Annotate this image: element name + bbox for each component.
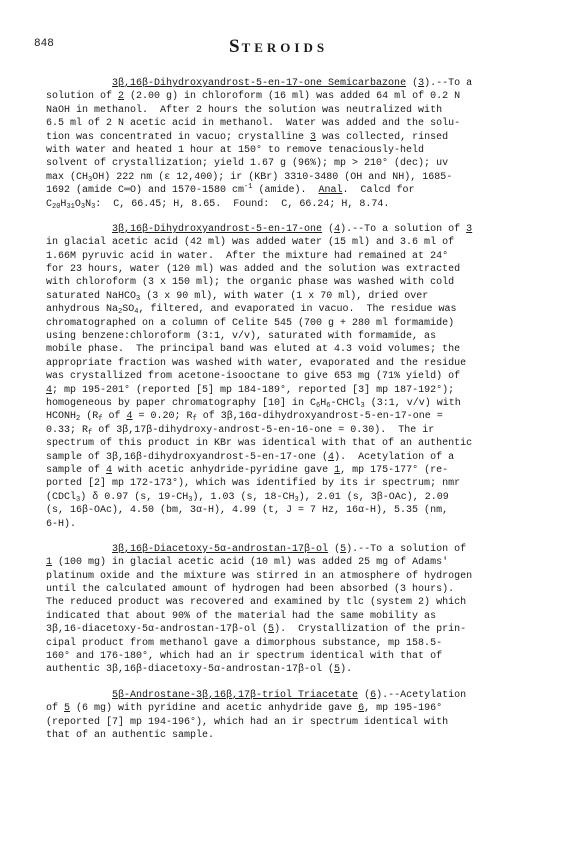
text-line — [46, 198, 566, 211]
text-run: , filtered, and evaporated in vacuo. The residue was — [138, 304, 457, 316]
underlined-text: 6 — [358, 703, 365, 715]
text-line — [46, 543, 566, 556]
text-line — [46, 451, 566, 464]
text-line — [46, 637, 566, 650]
subscript: 20 — [52, 202, 61, 211]
paragraph — [46, 223, 566, 531]
text-line — [46, 250, 566, 263]
text-run: ), 2.01 (s, 3β-OAc), 2.09 — [298, 491, 449, 503]
underlined-text: 4 — [106, 464, 113, 476]
subscript: f — [88, 428, 93, 437]
text-run: , mp 175-177° (re- — [340, 464, 449, 476]
text-line — [46, 650, 566, 663]
text-line — [46, 689, 566, 702]
text-run: . Calcd for — [342, 185, 415, 197]
page-number: 848 — [34, 38, 54, 50]
text-run: spectrum of this product in KBr was identical with that of an authentic — [46, 438, 473, 450]
text-run: authentic 3β,16β-diacetoxy-5α-androstan-17β-ol ( — [46, 664, 335, 676]
text-run: of — [102, 411, 127, 423]
text-run: of — [46, 703, 65, 715]
text-line — [46, 303, 566, 316]
text-run: HCONH — [46, 411, 77, 423]
text-run: ) δ 0.97 (s, 19-CH — [80, 491, 189, 503]
text-run: (R — [80, 411, 99, 423]
text-run: ). Acetylation of a — [334, 451, 455, 463]
text-run: SO — [122, 304, 135, 316]
text-run: (100 mg) in glacial acetic acid (10 ml) was added 25 mg of Adams' — [52, 557, 449, 569]
text-run: in glacial acetic acid (42 ml) was added water (15 ml) and 3.6 ml of — [46, 237, 455, 249]
text-run: O — [74, 198, 81, 210]
text-run: The reduced product was recovered and examined by tlc (system 2) which — [46, 597, 467, 609]
text-run: homogeneous by paper chromatography [10] in C — [46, 397, 317, 409]
text-run: (CDCl — [46, 491, 77, 503]
subscript: 2 — [76, 415, 81, 424]
underlined-text: 4 — [334, 223, 341, 235]
text-line — [46, 223, 566, 236]
text-run: H — [60, 198, 67, 210]
subscript: f — [192, 415, 197, 424]
text-line — [46, 464, 566, 477]
text-run: , mp 195-196° — [364, 703, 443, 715]
text-line — [46, 131, 566, 144]
text-run: tion was concentrated in vacuo; crystalline — [46, 131, 311, 143]
subscript: f — [98, 415, 103, 424]
text-run: solvent of crystallization; yield 1.67 g (96%); mp > 210° (dec); uv — [46, 158, 449, 170]
journal-title-rest: TEROIDS — [241, 40, 329, 55]
text-run: (3:1, v/v) with — [364, 397, 461, 409]
paragraph — [46, 543, 566, 677]
text-line — [46, 410, 566, 423]
text-run: sample of — [46, 464, 107, 476]
text-line — [46, 77, 566, 90]
text-line — [46, 702, 566, 715]
text-run: 160° and 176-180°, which had an ir spectrum identical with that of — [46, 651, 443, 663]
text-line — [46, 663, 566, 676]
text-line — [46, 384, 566, 397]
journal-title — [229, 36, 328, 58]
paragraph — [46, 689, 566, 743]
journal-title-initial: S — [229, 36, 242, 57]
text-run: cipal product from methanol gave a dimorphous substance, mp 158.5- — [46, 637, 443, 649]
text-line — [46, 716, 566, 729]
text-line — [46, 357, 566, 370]
text-line — [46, 504, 566, 517]
text-run: that of an authentic sample. — [46, 729, 215, 741]
text-run: ).--To a solution of — [340, 223, 467, 235]
text-line — [46, 90, 566, 103]
text-line — [46, 276, 566, 289]
text-run — [46, 78, 112, 89]
text-run: 3β,16-diacetoxy-5α-androstan-17β-ol ( — [46, 624, 269, 636]
text-run: ( — [328, 543, 341, 555]
text-run: 6.5 ml of 2 N acetic acid in methanol. Water was added and the solu- — [46, 118, 461, 130]
text-line — [46, 623, 566, 636]
underlined-text: 3β,16β-Diacetoxy-5α-androstan-17β-ol — [112, 543, 329, 555]
text-run: -CHCl — [330, 397, 361, 409]
text-line — [46, 236, 566, 249]
page-header — [34, 36, 542, 56]
superscript: -1 — [244, 183, 253, 192]
text-run: NaOH in methanol. After 2 hours the solution was neutralized with — [46, 104, 443, 116]
text-run: chromatographed on a column of Celite 545 (700 g + 280 ml formamide) — [46, 317, 455, 329]
text-run: until the calculated amount of hydrogen had been absorbed (3 hours). — [46, 584, 455, 596]
text-run: (3 x 90 ml), with water (1 x 70 ml), dried over — [140, 290, 429, 302]
subscript: 3 — [188, 495, 193, 504]
text-line — [46, 491, 566, 504]
text-line — [46, 570, 566, 583]
text-line — [46, 317, 566, 330]
text-run: (amide). — [252, 185, 319, 197]
subscript: 3 — [91, 202, 96, 211]
text-run: mobile phase. The principal band was eluted at 4.3 void volumes; the — [46, 344, 461, 356]
text-run: (2.00 g) in chloroform (16 ml) was added 64 ml of 0.2 N — [124, 91, 461, 103]
subscript: 3 — [76, 495, 81, 504]
underlined-text: 5β-Androstane-3β,16β,17β-triol Triacetate — [112, 689, 359, 701]
text-run: with acetic anhydride-pyridine gave — [112, 464, 335, 476]
underlined-text: 3 — [466, 223, 473, 235]
subscript: 3 — [88, 175, 93, 184]
text-run: 1.66M pyruvic acid in water. After the mixture had remained at 24° — [46, 250, 449, 262]
text-run — [46, 690, 112, 701]
text-run: OH) 222 nm (ε 12,400); ir (KBr) 3310-3480 (OH and NH), 1685- — [92, 171, 453, 183]
text-line — [46, 290, 566, 303]
text-line — [46, 157, 566, 170]
paragraph — [46, 77, 566, 211]
text-run: for 23 hours, water (120 ml) was added and the solution was extracted — [46, 264, 461, 276]
text-run: ), 1.03 (s, 18-CH — [192, 491, 295, 503]
underlined-text: 1 — [46, 557, 53, 569]
underlined-text: 5 — [268, 624, 275, 636]
text-run: ( — [406, 78, 419, 89]
text-run: appropriate fraction was washed with water, evaporated and the residue — [46, 357, 467, 369]
text-run: sample of 3β,16β-dihydroxyandrost-5-en-17-one ( — [46, 451, 329, 463]
text-line — [46, 729, 566, 742]
text-run: (6 mg) with pyridine and acetic anhydride gave — [70, 703, 359, 715]
text-run: solution of — [46, 91, 119, 103]
text-run: max (CH — [46, 171, 89, 183]
text-run: of 3β,16α-dihydroxyandrost-5-en-17-one = — [196, 411, 443, 423]
text-line — [46, 596, 566, 609]
text-run: 0.33; R — [46, 424, 89, 436]
underlined-text: 4 — [328, 451, 335, 463]
text-line — [46, 330, 566, 343]
underlined-text: 5 — [340, 543, 347, 555]
subscript: 6 — [316, 401, 321, 410]
text-run: with chloroform (3 x 150 ml); the organic phase was washed with cold — [46, 277, 455, 289]
text-run: saturated NaHCO — [46, 290, 137, 302]
subscript: 3 — [80, 202, 86, 211]
text-run: ; mp 195-201° (reported [5] mp 184-189°, reported [3] mp 187-192°); — [52, 384, 455, 396]
text-run: ported [2] mp 172-173°), which was identified by its ir spectrum; nmr — [46, 478, 461, 490]
text-run: anhydrous Na — [46, 304, 119, 316]
text-run: of 3β,17β-dihydroxy-androst-5-en-16-one = 0.30). The ir — [92, 424, 435, 436]
underlined-text: Anal — [318, 185, 343, 197]
text-line — [46, 583, 566, 596]
subscript: 31 — [66, 202, 75, 211]
text-line — [46, 104, 566, 117]
text-line — [46, 424, 566, 437]
text-run — [46, 224, 112, 235]
text-line — [46, 610, 566, 623]
text-run: H — [320, 397, 327, 409]
text-run: ).--To a — [424, 78, 473, 89]
text-run: 6-H). — [46, 518, 77, 530]
text-run — [46, 544, 112, 555]
text-run: with water and heated 1 hour at 150° to remove tenaciously-held — [46, 144, 425, 156]
text-line — [46, 184, 566, 197]
text-line — [46, 343, 566, 356]
underlined-text: 3 — [310, 131, 317, 143]
subscript: 2 — [118, 308, 123, 317]
underlined-text: 4 — [46, 384, 53, 396]
subscript: 6 — [326, 401, 331, 410]
text-run: = 0.20; R — [132, 411, 193, 423]
subscript: 3 — [136, 294, 141, 303]
subscript: 3 — [294, 495, 299, 504]
text-line — [46, 556, 566, 569]
underlined-text: 3β,16β-Dihydroxyandrost-5-en-17-one — [112, 223, 323, 235]
underlined-text: 5 — [64, 703, 71, 715]
text-run: was crystallized from acetone-isooctane to give 653 mg (71% yield) of — [46, 371, 461, 383]
text-line — [46, 477, 566, 490]
text-line — [46, 518, 566, 531]
article-body — [46, 77, 566, 754]
text-run: was collected, rinsed — [316, 131, 449, 143]
text-run: C — [46, 198, 53, 210]
text-run: (s, 16β-OAc), 4.50 (bm, 3α-H), 4.99 (t, J = 7 Hz, 16α-H), 5.35 (nm, — [46, 505, 449, 517]
text-run: (reported [7] mp 194-196°), which had an ir spectrum identical with — [46, 716, 449, 728]
subscript: 4 — [134, 308, 139, 317]
text-line — [46, 397, 566, 410]
subscript: 3 — [360, 401, 365, 410]
text-run: : C, 66.45; H, 8.65. Found: C, 66.24; H, 8.74. — [95, 198, 390, 210]
text-run: ).--Acetylation — [376, 689, 467, 701]
text-run: N — [85, 198, 92, 210]
underlined-text: 3 — [418, 78, 425, 89]
text-line — [46, 144, 566, 157]
text-run: using benzene:chloroform (3:1, v/v), saturated with formamide, as — [46, 331, 437, 343]
text-run: ). Crystallization of the prin- — [274, 624, 467, 636]
text-line — [46, 437, 566, 450]
underlined-text: 4 — [126, 411, 133, 423]
underlined-text: 5 — [334, 664, 341, 676]
text-line — [46, 263, 566, 276]
text-run: ).--To a solution of — [346, 543, 467, 555]
text-run: ( — [322, 223, 335, 235]
text-run: platinum oxide and the mixture was stirred in an atmosphere of hydrogen — [46, 570, 473, 582]
text-run: ). — [340, 664, 353, 676]
underlined-text: 2 — [118, 91, 125, 103]
text-run: ( — [358, 689, 371, 701]
underlined-text: 6 — [370, 689, 377, 701]
text-line — [46, 117, 566, 130]
text-run: indicated that about 90% of the material had the same mobility as — [46, 610, 437, 622]
underlined-text: 1 — [334, 464, 341, 476]
underlined-text: 3β,16β-Dihydroxyandrost-5-en-17-one Semicarbazone — [112, 78, 407, 89]
text-run: 1692 (amide C═O) and 1570-1580 cm — [46, 185, 245, 197]
text-line — [46, 370, 566, 383]
text-line — [46, 171, 566, 184]
